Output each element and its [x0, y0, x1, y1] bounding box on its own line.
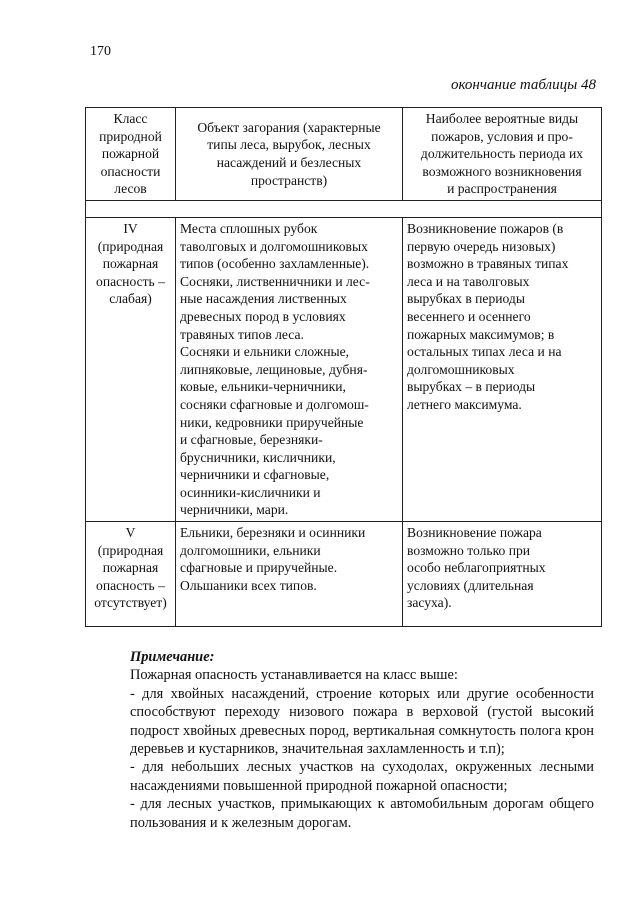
fires-cell [403, 522, 602, 627]
cell-line: долгомошники, ельники [180, 542, 321, 558]
cell-line: засуха). [407, 595, 452, 611]
cell-line: ные насаждения лиственных [180, 291, 347, 307]
cell-line: пожарной [101, 146, 160, 162]
cell-line: летнего максимума. [407, 396, 522, 412]
note-section [90, 648, 594, 832]
cell-line: черничники и сфагновые, [180, 467, 330, 483]
object-cell [176, 217, 403, 521]
header-fires [403, 108, 602, 201]
note-item: - для небольших лесных участков на суходолах, окруженных лесными насаждениями повышенной природной пожарной опасности; [130, 759, 594, 794]
cell-line: насаждений и безлесных [216, 154, 362, 170]
cell-line: долгомошниковых [407, 361, 515, 377]
cell-line: Объект загорания (характерные [197, 119, 381, 135]
cell-line: Места сплошных рубок [180, 220, 318, 236]
cell-line: возможного возникновения [422, 163, 582, 179]
cell-line: сфагновые и приручейные. [180, 560, 338, 576]
cell-line: брусничники, кисличники, [180, 449, 336, 465]
cell-line: пожаров, условия и про- [431, 128, 573, 144]
cell-line: Сосняки и ельники сложные, [180, 344, 350, 360]
cell-line: должительность периода их [420, 146, 584, 162]
cell-line: Ельники, березняки и осинники [180, 525, 366, 541]
cell-line: (природная [97, 238, 164, 254]
class-cell [86, 522, 176, 627]
cell-line: опасность – [96, 577, 165, 593]
cell-line: осинники-кисличники и [180, 484, 321, 500]
spacer-cell [86, 200, 602, 217]
cell-line: отсутствует) [94, 595, 167, 611]
cell-line: пожарная [102, 560, 159, 576]
table-row [86, 217, 602, 521]
cell-line: пожарных максимумов; в [407, 326, 555, 342]
cell-line: весеннего и осеннего [407, 308, 531, 324]
object-cell [176, 522, 403, 627]
cell-line: слабая) [109, 291, 152, 307]
note-item: - для хвойных насаждений, строение которых или другие особенности способствуют переходу низового пожара в верховой (густой высокий подрост хвойных древесных пород, вертикальная сомкнутость полога крон деревьев и кустарников, значительная захламленность и т.п); [130, 685, 594, 758]
cell-line: особо неблагоприятных [407, 560, 546, 576]
cell-line: липняковые, лещиновые, дубня- [180, 361, 368, 377]
cell-line: условиях (длительная [407, 577, 534, 593]
cell-line: и сфагновые, березняки- [180, 432, 323, 448]
cell-line: типов (особенно захламленные). [180, 256, 370, 272]
cell-line: Сосняки, лиственничники и лес- [180, 273, 370, 289]
cell-line: возможно в травяных типах [407, 256, 569, 272]
cell-line: ники, кедровники приручейные [180, 414, 364, 430]
fire-danger-table [85, 107, 602, 627]
cell-line: Класс [113, 111, 148, 126]
note-title: Примечание: [130, 649, 215, 665]
header-object [176, 108, 403, 201]
cell-line: черничники, мари. [180, 502, 289, 518]
cell-line: лесов [114, 181, 147, 197]
cell-line: и распространения [447, 181, 557, 197]
cell-line: возможно только при [407, 542, 531, 558]
fires-cell [403, 217, 602, 521]
cell-line: опасности [100, 163, 161, 179]
table-header-row [86, 108, 602, 201]
cell-line: (природная [97, 542, 164, 558]
cell-line: остальных типах леса и на [407, 344, 562, 360]
cell-line: таволговых и долгомошниковых [180, 238, 368, 254]
cell-line: пространств) [250, 172, 328, 188]
cell-line: сосняки сфагновые и долгомош- [180, 396, 369, 412]
cell-line: травяных типов леса. [180, 326, 304, 342]
header-class [86, 108, 176, 201]
cell-line: V [125, 525, 136, 541]
note-item: - для лесных участков, примыкающих к автомобильным дорогам общего пользования и к железным дорогам. [130, 796, 594, 831]
note-intro: Пожарная опасность устанавливается на класс выше: [130, 667, 458, 684]
table-caption: окончание таблицы 48 [450, 77, 596, 93]
table-spacer-row [86, 200, 602, 217]
cell-line: вырубках в периоды [407, 291, 525, 307]
cell-line: природной [99, 128, 162, 144]
cell-line: Возникновение пожара [407, 525, 542, 541]
class-cell [86, 217, 176, 521]
cell-line: первую очередь низовых) [407, 238, 556, 254]
cell-line: леса и на таволговых [407, 273, 530, 289]
table-row [86, 522, 602, 627]
cell-line: древесных пород в условиях [180, 308, 346, 324]
cell-line: пожарная [102, 256, 159, 272]
cell-line: ковые, ельники-черничники, [180, 379, 346, 395]
cell-line: вырубках – в периоды [407, 379, 536, 395]
page-number: 170 [90, 44, 111, 59]
cell-line: типы леса, вырубок, лесных [207, 137, 371, 153]
cell-line: IV [123, 220, 138, 236]
cell-line: Возникновение пожаров (в [407, 220, 564, 236]
cell-line: опасность – [96, 273, 165, 289]
cell-line: Наиболее вероятные виды [425, 111, 579, 126]
cell-line: Ольшаники всех типов. [180, 577, 317, 593]
